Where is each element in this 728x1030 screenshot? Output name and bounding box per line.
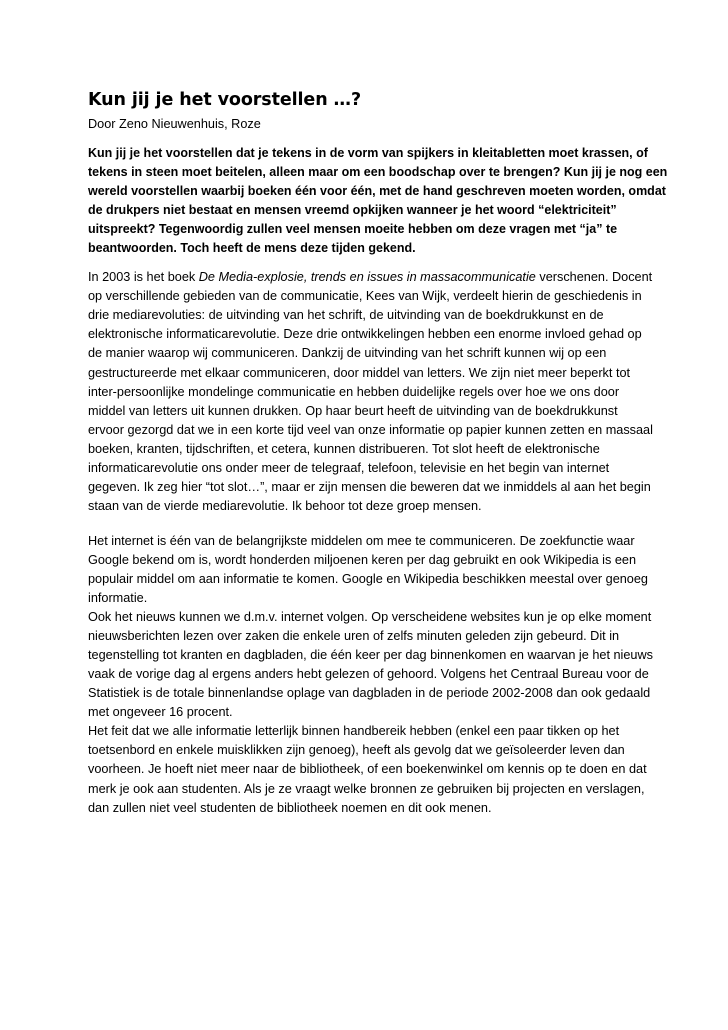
paragraph-line: Het feit dat we alle informatie letterlijk binnen handbereik hebben (enkel een paar tikken op het bbox=[88, 724, 620, 739]
paragraph-line: Het internet is één van de belangrijkste middelen om mee te communiceren. De zoekfunctie waar bbox=[88, 533, 635, 548]
intro-line: wereld voorstellen waarbij boeken één voor één, met de hand geschreven moeten worden, omdat bbox=[88, 184, 666, 199]
paragraph-line bbox=[88, 268, 653, 287]
document-page bbox=[88, 88, 668, 818]
intro-line: de drukpers niet bestaat en mensen vreemd opkijken wanneer je het woord “elektriciteit” bbox=[88, 203, 617, 218]
intro-paragraph bbox=[88, 144, 668, 258]
paragraph-line: voorheen. Je hoeft niet meer naar de bibliotheek, of een boekenwinkel om kennis op te doen en dat bbox=[88, 762, 647, 777]
paragraph-line: Statistiek is de totale binnenlandse oplage van dagbladen in de periode 2002-2008 dan ook gedaald bbox=[88, 686, 651, 701]
paragraph-line: staan van de vierde mediarevolutie. Ik behoor tot deze groep mensen. bbox=[88, 498, 482, 513]
paragraph-line: populair middel om aan informatie te komen. Google en Wikipedia beschikken meestal over genoeg bbox=[88, 571, 648, 586]
intro-line: tekens in steen moet beitelen, alleen maar om een boodschap over te brengen? Kun jij je nog een bbox=[88, 165, 668, 180]
paragraph-line: toetsenbord en enkele muisklikken zijn genoeg), heeft als gevolg dat we geïsoleerder leven dan bbox=[88, 743, 625, 758]
paragraph-line: informatie. bbox=[88, 591, 148, 606]
paragraph-line: nieuwsberichten lezen over zaken die enkele uren of zelfs minuten geleden zijn gebeurd. Dit in bbox=[88, 629, 620, 644]
paragraph-line: drie mediarevoluties: de uitvinding van het schrift, de uitvinding van de boekdrukkunst en de bbox=[88, 308, 604, 323]
intro-line: beantwoorden. Toch heeft de mens deze tijden gekend. bbox=[88, 241, 416, 256]
paragraph-line: merk je ook aan studenten. Als je ze vraagt welke bronnen ze gebruiken bij projecten en verslagen, bbox=[88, 781, 645, 796]
paragraph-line: middel van letters uit kunnen drukken. Op haar beurt heeft de uitvinding van de boekdrukkunst bbox=[88, 403, 618, 418]
paragraph-line: gegeven. Ik zeg hier “tot slot…”, maar er zijn mensen die beweren dat we inmiddels al aan het begin bbox=[88, 479, 651, 494]
paragraph-line: gestructureerde met elkaar communiceren, door middel van letters. We zijn niet meer beperkt tot bbox=[88, 365, 631, 380]
paragraph-line: Google bekend om is, wordt honderden miljoenen keren per dag gebruikt en ook Wikipedia is een bbox=[88, 552, 637, 567]
paragraph-line: ervoor gezorgd dat we in een korte tijd veel van onze informatie op papier kunnen zetten en massaal bbox=[88, 422, 653, 437]
paragraph-line: Ook het nieuws kunnen we d.m.v. internet volgen. Op verscheidene websites kun je op elke moment bbox=[88, 610, 652, 625]
body-paragraph-internet bbox=[88, 532, 653, 818]
paragraph-line: met ongeveer 16 procent. bbox=[88, 705, 233, 720]
paragraph-line: tegenstelling tot kranten en dagbladen, die één keer per dag binnenkomen en waarvan je het nieuws bbox=[88, 648, 653, 663]
line-text: verschenen. Docent bbox=[535, 270, 653, 285]
paragraph-line: vaak de vorige dag al ergens anders hebt gelezen of gehoord. Volgens het Centraal Bureau voor de bbox=[88, 667, 649, 682]
document-byline: Door Zeno Nieuwenhuis, Roze bbox=[88, 117, 261, 131]
paragraph-line: op verschillende gebieden van de communicatie, Kees van Wijk, verdeelt hierin de geschiedenis in bbox=[88, 289, 642, 304]
paragraph-line: inter-persoonlijke mondelinge communicatie en hebben duidelijke regels over hoe we ons door bbox=[88, 384, 620, 399]
body-paragraph-media-revolutions bbox=[88, 268, 653, 516]
paragraph-line: informaticarevolutie ons onder meer de telegraaf, telefoon, televisie en het begin van internet bbox=[88, 460, 610, 475]
book-title: De Media-explosie, trends en issues in massacommunicatie bbox=[198, 270, 536, 285]
paragraph-line: dan zullen niet veel studenten de bibliotheek noemen en dit ook menen. bbox=[88, 800, 492, 815]
paragraph-line: elektronische informaticarevolutie. Deze drie ontwikkelingen hebben een enorme invloed gehad op bbox=[88, 327, 642, 342]
intro-line: Kun jij je het voorstellen dat je tekens in de vorm van spijkers in kleitabletten moet krassen, of bbox=[88, 146, 648, 160]
intro-line: uitspreekt? Tegenwoordig zullen veel mensen moeite hebben om deze vragen met “ja” te bbox=[88, 222, 618, 237]
paragraph-line: boeken, kranten, tijdschriften, et cetera, kunnen distribueren. Tot slot heeft de elektronische bbox=[88, 441, 600, 456]
document-title: Kun jij je het voorstellen …? bbox=[88, 90, 361, 110]
paragraph-line: de manier waarop wij communiceren. Dankzij de uitvinding van het schrift kunnen wij op een bbox=[88, 346, 607, 361]
line-text: In 2003 is het boek bbox=[88, 270, 199, 285]
